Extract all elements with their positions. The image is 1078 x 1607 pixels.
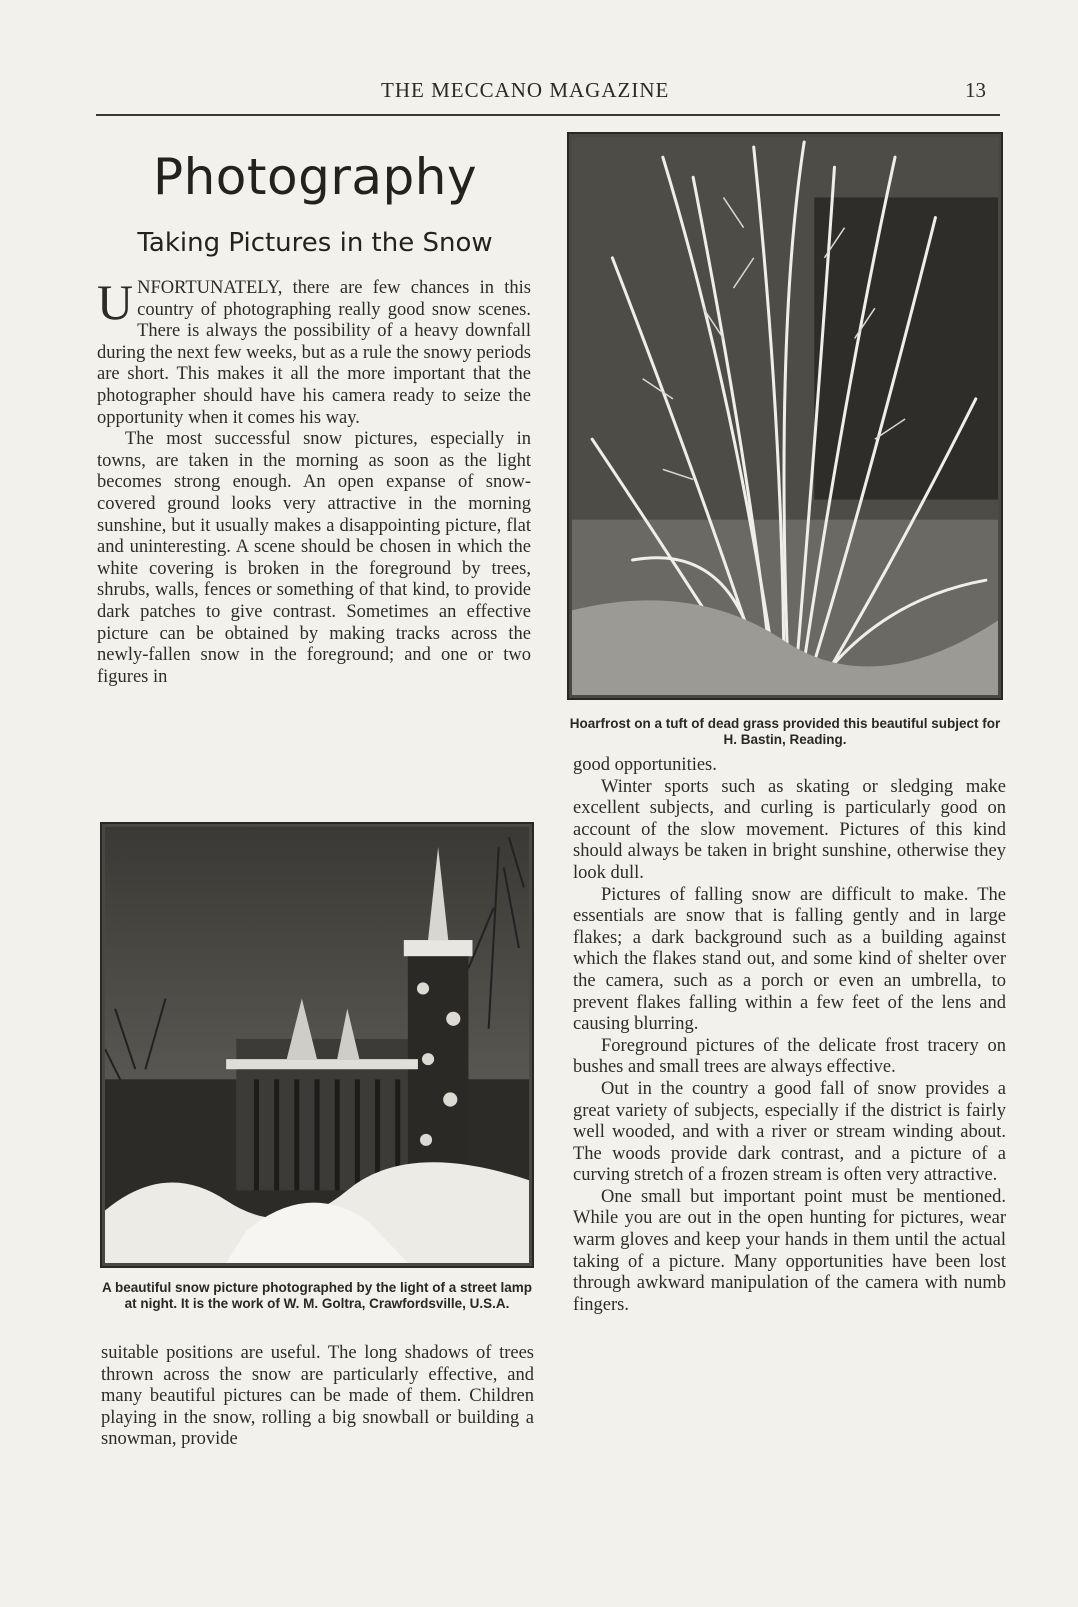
article-subtitle: Taking Pictures in the Snow bbox=[137, 228, 493, 258]
left-column-top bbox=[97, 274, 531, 688]
page-header bbox=[96, 74, 1000, 116]
paragraph: Out in the country a good fall of snow provides a great variety of subjects, especially if the district is fairly well wooded, and with a river or stream winding about. The woods provide dark contrast, and a picture of a curving stretch of a frozen stream is often very attractive. bbox=[573, 1078, 1006, 1186]
gate-photo-caption: A beautiful snow picture photographed by the light of a street lamp at night. It is the work of W. M. Goltra, Crawfordsville, U.S.A. bbox=[101, 1280, 533, 1311]
frost-photo-caption: Hoarfrost on a tuft of dead grass provided this beautiful subject for H. Bastin, Reading. bbox=[569, 716, 1001, 747]
paragraph: suitable positions are useful. The long shadows of trees thrown across the snow are particularly effective, and many beautiful pictures can be made of them. Children playing in the snow, rolling a big snowball or building a snowman, provide bbox=[101, 1343, 534, 1450]
hoarfrost-image bbox=[572, 137, 998, 695]
paragraph: Pictures of falling snow are difficult to make. The essentials are snow that is falling gently and in large flakes; a dark background such as a building against which the flakes stand out, and some kind of shelter over the camera, such as a porch or even an umbrella, to prevent flakes falling within a few feet of the lens and causing blurring. bbox=[573, 884, 1006, 1035]
paragraph: The most successful snow pictures, especially in towns, are taken in the morning as soon as the light becomes strong enough. An open expanse of snow-covered ground looks very attractive in the morning sunshine, but it usually makes a disappointing picture, flat and uninteresting. A scene should be chosen in which the white covering is broken in the foreground by trees, shrubs, walls, fences or something of that kind, to provide dark patches to give contrast. Sometimes an effective picture can be obtained by making tracks across the newly-fallen snow in the foreground; and one or two figures in bbox=[97, 429, 531, 687]
right-column bbox=[573, 755, 1006, 1316]
snow-gate-photo bbox=[100, 822, 534, 1268]
page-number: 13 bbox=[965, 78, 986, 102]
paragraph: UNFORTUNATELY, there are few chances in this country of photographing really good snow scenes. There is always the possibility of a heavy downfall during the next few weeks, but as a rule the snowy periods are short. This makes it all the more important that the photographer should have his camera ready to seize the opportunity when it comes his way. bbox=[97, 274, 531, 428]
paragraph: Winter sports such as skating or sledging make excellent subjects, and curling is particularly good on account of the slow movement. Pictures of this kind should always be taken in bright sunshine, otherwise they look dull. bbox=[573, 776, 1006, 883]
paragraph: good opportunities. bbox=[573, 755, 717, 775]
paragraph: Foreground pictures of the delicate frost tracery on bushes and small trees are always effective. bbox=[573, 1035, 1006, 1078]
snow-gate-image bbox=[105, 827, 529, 1263]
drop-cap: U bbox=[97, 274, 134, 330]
left-column-bottom bbox=[101, 1343, 534, 1451]
article-title: Photography bbox=[152, 148, 478, 206]
magazine-title: THE MECCANO MAGAZINE bbox=[381, 78, 670, 102]
paragraph: One small but important point must be mentioned. While you are out in the open hunting for pictures, wear warm gloves and keep your hands in them until the actual taking of a picture. Many opportunities have been lost through awkward manipulation of the camera with numb fingers. bbox=[573, 1186, 1006, 1315]
hoarfrost-photo bbox=[567, 132, 1003, 700]
